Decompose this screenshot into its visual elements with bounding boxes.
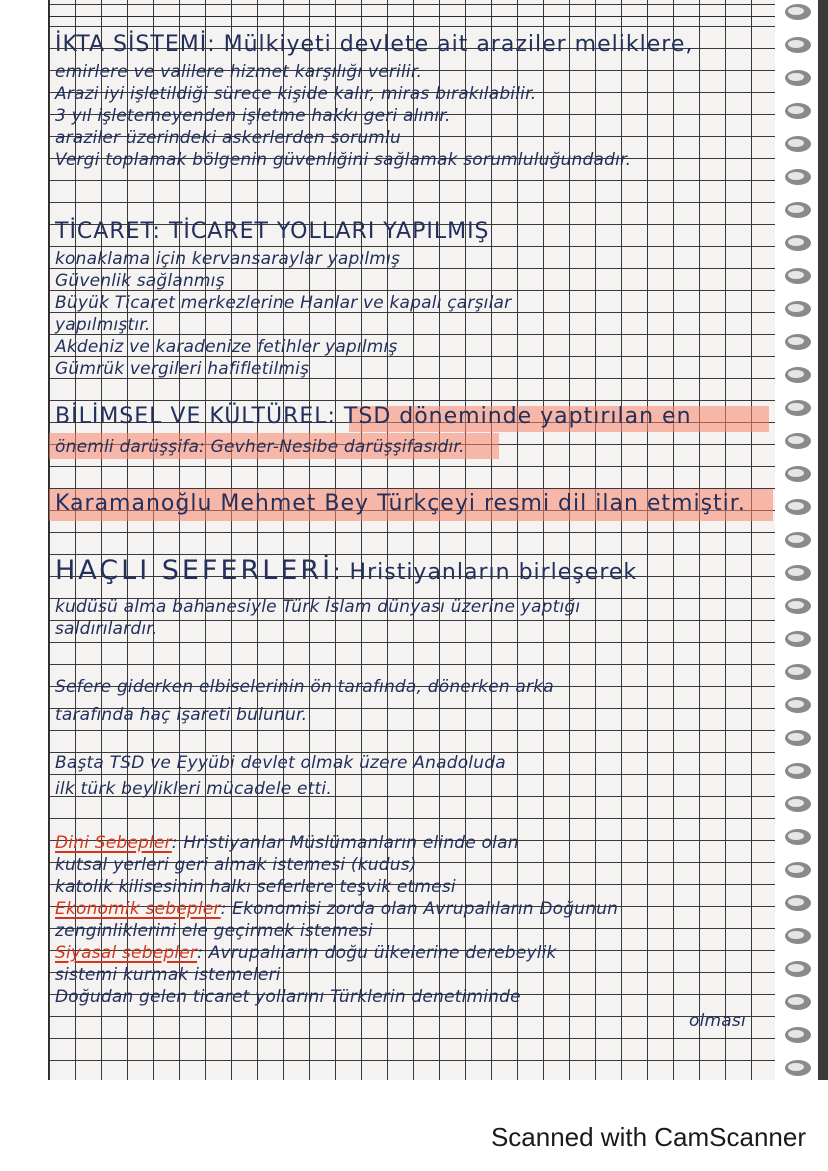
dini-sebepler-text: : Hristiyanlar Müslümanların elinde olan — [171, 833, 519, 853]
spiral-ring-hole — [788, 997, 804, 1005]
siyasal-line-2: sistemi kurmak istemeleri — [55, 965, 281, 985]
ekonomik-sebepler-text: : Ekonomisi zorda olan Avrupalıların Doğunun — [220, 899, 619, 919]
ticaret-line-6: Akdeniz ve karadenize fetihler yapılmış — [55, 337, 398, 357]
spiral-ring-hole — [788, 7, 804, 15]
spiral-ring-hole — [788, 370, 804, 378]
siyasal-sebepler-row — [55, 942, 557, 964]
spiral-ring-hole — [788, 865, 804, 873]
spiral-ring-hole — [788, 403, 804, 411]
hacli-line-7: ilk türk beylikleri mücadele etti. — [55, 779, 332, 799]
hacli-line-2: kudüsü alma bahanesiyle Türk İslam dünyası üzerine yaptığı — [55, 597, 581, 617]
spiral-ring-hole — [788, 304, 804, 312]
spiral-ring-hole — [788, 799, 804, 807]
spiral-ring-hole — [788, 73, 804, 81]
spiral-ring-hole — [788, 436, 804, 444]
ekonomik-sebepler-row — [55, 898, 618, 920]
hacli-line-3: saldırılardır. — [55, 619, 158, 639]
binding-edge — [818, 0, 828, 1080]
ticaret-line-4: Büyük Ticaret merkezlerine Hanlar ve kapalı çarşılar — [55, 293, 512, 313]
ikta-line-3: Arazi iyi işletildiği sürece kişide kalır, miras bırakılabilir. — [55, 84, 537, 104]
spiral-ring-hole — [788, 271, 804, 279]
spiral-ring-hole — [788, 964, 804, 972]
ikta-line-4: 3 yıl işletemeyenden işletme hakkı geri alınır. — [55, 106, 451, 126]
sebepler-end-word: olması — [689, 1011, 746, 1031]
ticaret-line-1: TİCARET: TİCARET YOLLARI YAPILMIŞ — [55, 219, 490, 244]
dini-line-3: katolik kilisesinin halkı seferlere teşvik etmesi — [55, 877, 456, 897]
spiral-rings — [785, 4, 811, 1076]
spiral-ring-hole — [788, 1063, 804, 1071]
bilimsel-line-2: önemli darüşşifa: Gevher-Nesibe darüşşifasıdır. — [55, 437, 465, 457]
dini-sebepler-row — [55, 832, 519, 854]
spiral-ring-hole — [788, 931, 804, 939]
spiral-ring-hole — [788, 106, 804, 114]
spiral-ring-hole — [788, 634, 804, 642]
hacli-line-6: Başta TSD ve Eyyübi devlet olmak üzere Anadoluda — [55, 753, 506, 773]
spiral-ring-hole — [788, 667, 804, 675]
bilimsel-line-1: BİLİMSEL VE KÜLTÜREL: TSD döneminde yaptırılan en — [55, 404, 692, 429]
ticaret-line-2: konaklama için kervansaraylar yapılmış — [55, 249, 401, 269]
spiral-ring-hole — [788, 469, 804, 477]
ticaret-line-3: Güvenlik sağlanmış — [55, 271, 225, 291]
dini-line-2: kutsal yerleri geri almak istemesi (kudus) — [55, 855, 417, 875]
top-margin-strip — [49, 0, 775, 17]
spiral-binding — [774, 0, 828, 1080]
ekonomik-sebepler-label: Ekonomik sebepler — [55, 899, 221, 919]
spiral-ring-hole — [788, 139, 804, 147]
siyasal-sebepler-label: Siyasal sebepler — [55, 943, 198, 963]
spiral-ring-hole — [788, 502, 804, 510]
ikta-line-1: İKTA SİSTEMİ: Mülkiyeti devlete ait araziler meliklere, — [55, 32, 694, 57]
ticaret-line-7: Gümrük vergileri hafifletilmiş — [55, 359, 310, 379]
spiral-ring-hole — [788, 733, 804, 741]
scanner-watermark: Scanned with CamScanner — [490, 1122, 806, 1152]
spiral-ring-hole — [788, 1030, 804, 1038]
hacli-title-row — [55, 555, 638, 592]
ikta-line-2: emirlere ve valilere hizmet karşılığı verilir. — [55, 62, 423, 82]
spiral-ring-hole — [788, 172, 804, 180]
spiral-ring-hole — [788, 238, 804, 246]
ticaret-line-5: yapılmıştır. — [55, 315, 151, 335]
hacli-title-rest: : Hristiyanların birleşerek — [333, 560, 638, 585]
hacli-line-4: Sefere giderken elbiselerinin ön tarafında, dönerken arka — [55, 677, 554, 697]
karamanoglu-line: Karamanoğlu Mehmet Bey Türkçeyi resmi dil ilan etmiştir. — [55, 491, 746, 516]
spiral-ring-hole — [788, 601, 804, 609]
spiral-ring-hole — [788, 337, 804, 345]
spiral-ring-hole — [788, 40, 804, 48]
ikta-line-6: Vergi toplamak bölgenin güvenliğini sağlamak sorumluluğundadır. — [55, 150, 632, 170]
siyasal-sebepler-text: : Avrupalıların doğu ülkelerine derebeylik — [197, 943, 557, 963]
ikta-line-5: araziler üzerindeki askerlerden sorumlu — [55, 128, 401, 148]
spiral-ring-hole — [788, 568, 804, 576]
ekonomik-line-2: zenginliklerini ele geçirmek istemesi — [55, 921, 373, 941]
spiral-ring-hole — [788, 535, 804, 543]
spiral-ring-hole — [788, 898, 804, 906]
spiral-ring-hole — [788, 766, 804, 774]
sebepler-last-line: Doğudan gelen ticaret yollarını Türklerin denetiminde — [55, 987, 521, 1007]
hacli-line-5: tarafında haç işareti bulunur. — [55, 705, 308, 725]
spiral-ring-hole — [788, 205, 804, 213]
hacli-title: HAÇLI SEFERLERİ — [55, 555, 334, 586]
notebook-page — [48, 0, 775, 1080]
spiral-ring-hole — [788, 832, 804, 840]
spiral-ring-hole — [788, 700, 804, 708]
dini-sebepler-label: Dini Sebepler — [55, 833, 172, 853]
